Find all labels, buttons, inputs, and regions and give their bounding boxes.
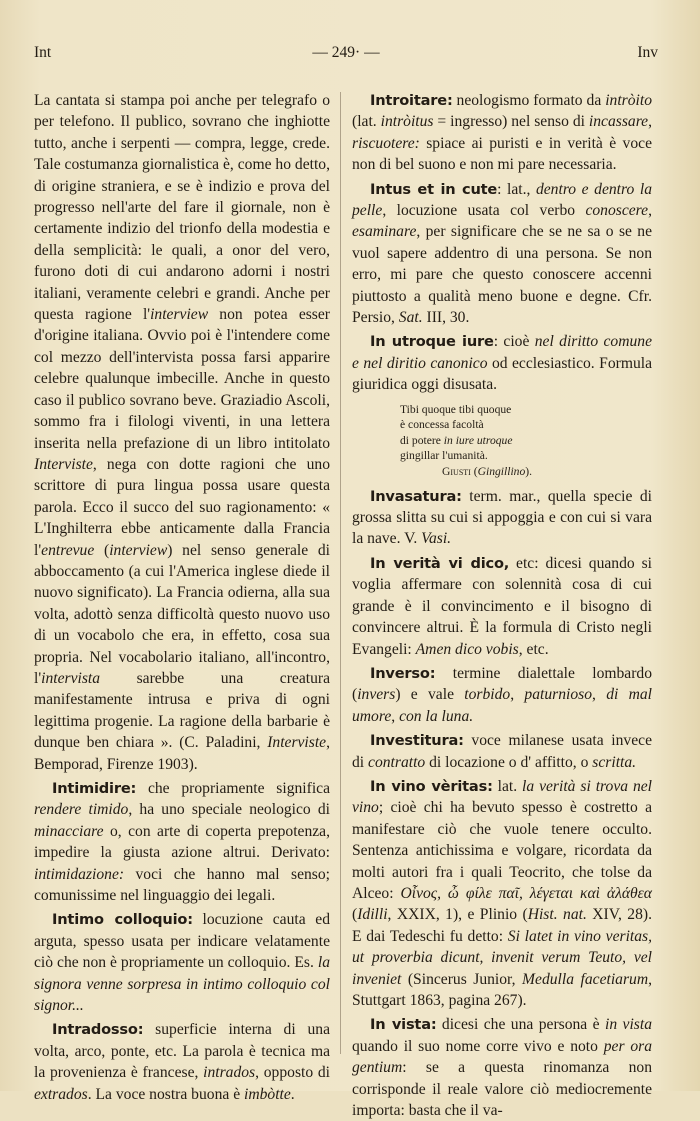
quote-source: Giusti (Gingillino). xyxy=(442,465,533,479)
headword: In utroque iure xyxy=(370,333,494,351)
entry-introitare: Introitare: neologismo formato da intròito (lat. intròitus = ingresso) nel senso di incassare, riscuotere: spiace ai puristi e in verità è voce non di bel suono e non mi pare necessaria. xyxy=(352,92,653,174)
page-number: — 249· — xyxy=(312,44,380,61)
headword: Invasatura: xyxy=(370,487,462,505)
verse-line: è concessa facoltà xyxy=(400,418,484,432)
entry-intradosso: Intradosso: superficie interna di una volta, arco, ponte, etc. La parola è tecnica ma la provenienza è francese, intrados, opposto di extrados. La voce nostra buona è imbòtte. xyxy=(34,1021,330,1103)
right-column xyxy=(352,90,652,1121)
entry-in-vino-veritas: In vino vèritas: lat. la verità si trova nel vino; cioè chi ha bevuto spesso è costretto a manifestare ciò che vuole tenere occulto. Sentenza antichissima e volgare, ricordata da molti autori fra i quali Teocrito, che tolse da Alceo: Οἶνος, ὦ φίλε παῖ, λέγεται καὶ ἀλάθεα (Idilli, XXIX, 1), e Plinio (Hist. nat. XIV, 28). E dai Tedeschi fu detto: Si latet in vino veritas, ut proverbia dicunt, invenit verum Teuto, vel inveniet (Sincerus Junior, Medulla facetiarum, Stuttgart 1863, pagina 267). xyxy=(352,777,653,1009)
header-right-guide-word: Inv xyxy=(637,44,658,61)
entry-intimidire: Intimidire: che propriamente significa rendere timido, ha uno speciale neologico di minacciare o, con arte di coperta prepotenza, impedire la giusta azione altrui. Derivato: intimidazione: voci che hanno mal senso; comunissime nel linguaggio dei legali. xyxy=(34,780,330,905)
header-left-guide-word: Int xyxy=(34,44,52,61)
headword: In vino vèritas: xyxy=(370,777,493,795)
verse-line: gingillar l'umanità. xyxy=(400,449,488,463)
entry-in-verita-vi-dico: In verità vi dico, etc: dicesi quando si voglia affermare con solennità cosa di cui grande è il convincimento e il bisogno di convincere altrui. È la formula di Cristo negli Evangeli: Amen dico vobis, etc. xyxy=(352,554,652,658)
column-divider xyxy=(340,92,341,1054)
headword: Intus et in cute xyxy=(370,180,498,198)
entry-inverso: Inverso: termine dialettale lombardo (invers) e vale torbido, paturnioso, di mal umore, con la luna. xyxy=(352,664,653,725)
entry-investitura: Investitura: voce milanese usata invece di contratto di locazione o d' affitto, o scritta. xyxy=(352,732,652,771)
entry-intus-et-in-cute: Intus et in cute: lat., dentro e dentro la pelle, locuzione usata col verbo conoscere, esaminare, per significare che se ne sa o se ne vuol sapere addentro di una persona. Se non erro, mi pare che questo conoscere accenni piuttosto a qualità meno buone e degne. Cfr. Persio, Sat. III, 30. xyxy=(352,180,652,327)
entry-invasatura: Invasatura: term. mar., quella specie di grossa slitta su cui si appoggia e con cui si vara la nave. V. Vasi. xyxy=(352,487,652,548)
verse-line: Tibi quoque tibi quoque xyxy=(400,402,512,416)
headword: Intradosso: xyxy=(52,1021,144,1039)
headword: In verità vi dico, xyxy=(370,554,510,572)
headword: Investitura: xyxy=(370,732,464,750)
headword: Intimidire: xyxy=(52,780,137,797)
entry-intervista-continuation: La cantata si stampa poi anche per telegrafo o per telefono. Il publico, sovrano che inghiotte tutto, anche i serpenti — compra, legge, crede. Tale costumanza giornalistica è, come ho detto, di origine straniera, e se è indizio e prova del progresso nell'arte del fare il giornale, non è certamente indizio del trionfo della modestia e della semplicità: le quali, a onor del vero, furono doti di cui andarono adorni i nostri italiani, veramente celebri e grandi. Anche per questa ragione l'interview non potea esser d'origine italiana. Ovvio poi è l'intendere come col mezzo dell'intervista possa farsi apparire celebre qualunque imbecille. Anche in questo caso il publico sovrano beve. Graziadio Ascoli, sommo fra i filologi viventi, in una lettera inserita nella prefazione di un libro intitolato Interviste, nega con dotte ragioni che uno scrittore di pura lingua possa usare questa parola. Ecco il succo del suo ragionamento: « L'Inghilterra ebbe anticamente dalla Francia l'entrevue (interview) nel senso generale di abboccamento (a cui l'America inglese diede il nuovo significato). La Francia odierna, alla sua volta, adottò senza difficoltà questo nuovo uso di un vocabolo che era, in effetto, cosa sua propria. Nel vocabolario italiano, all'incontro, l'intervista sarebbe una creatura manifestamente intrusa e priva di ogni legittima progenie. La ragione della barbarie è dunque ben chiara ». (C. Paladini, Interviste, Bemporad, Firenze 1903). xyxy=(34,92,330,773)
headword: Inverso: xyxy=(370,664,436,682)
headword: Introitare: xyxy=(370,92,453,109)
headword: Intimo colloquio: xyxy=(52,911,193,929)
entry-in-vista: In vista: dicesi che una persona è in vista quando il suo nome corre vivo e noto per ora gentium: se a questa rinomanza non corrisponde il reale valore ciò mediocremente importa: basta che il va- xyxy=(352,1016,653,1120)
verse-quotation xyxy=(400,402,652,480)
running-header xyxy=(34,44,658,68)
verse-line: di potere in iure utroque xyxy=(400,433,513,447)
left-column xyxy=(34,90,330,1105)
headword: In vista: xyxy=(370,1016,437,1034)
entry-intimo-colloquio: Intimo colloquio: locuzione cauta ed arguta, spesso usata per indicare velatamente ciò che non è propriamente un colloquio. Es. la signora venne sorpresa in intimo colloquio col signor... xyxy=(34,911,330,1015)
entry-in-utroque-iure: In utroque iure: cioè nel diritto comune e nel diritio canonico od ecclesiastico. Formula giuridica oggi disusata. xyxy=(352,333,653,394)
